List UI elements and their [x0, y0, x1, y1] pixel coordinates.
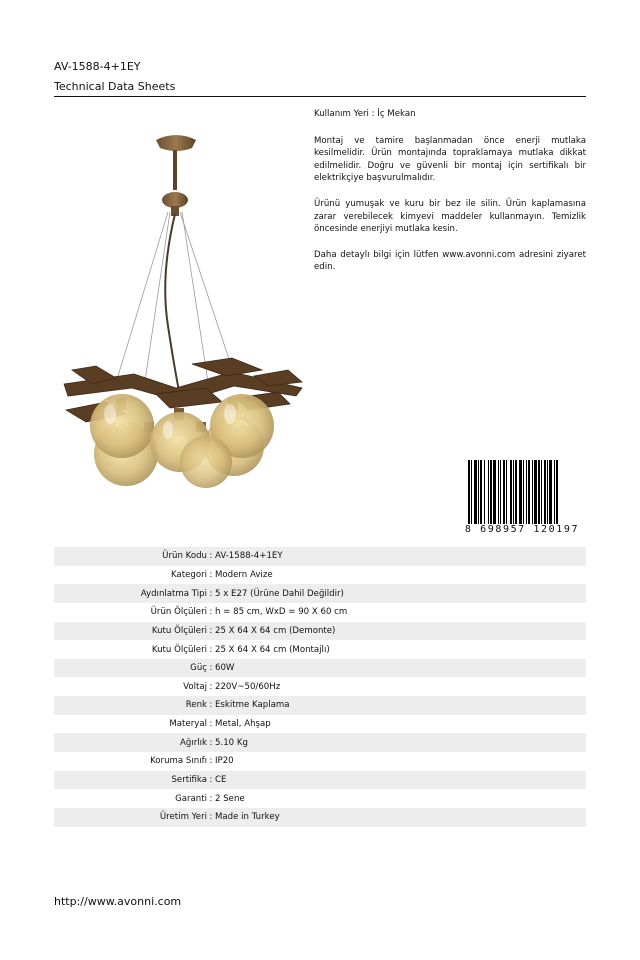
spec-row	[54, 566, 586, 585]
barcode-bar	[549, 460, 552, 524]
spec-separator: :	[209, 551, 213, 562]
barcode-bar	[523, 460, 524, 524]
spec-row	[54, 677, 586, 696]
barcode-bar	[532, 460, 533, 524]
spec-separator: :	[209, 775, 213, 785]
spec-value: 25 X 64 X 64 cm (Demonte)	[215, 625, 336, 636]
spec-row	[54, 789, 586, 808]
spec-label: Ağırlık	[179, 737, 207, 748]
spec-row	[54, 603, 586, 622]
product-code-heading: AV-1588-4+1EY	[54, 60, 141, 73]
barcode-bar	[480, 460, 482, 524]
spec-row	[54, 752, 586, 771]
more-info-paragraph: Daha detaylı bilgi için lütfen www.avonni.com adresini ziyaret edin.	[314, 249, 586, 273]
spec-value: IP20	[215, 756, 234, 767]
spec-separator: :	[209, 569, 213, 580]
spec-separator: :	[209, 793, 213, 804]
website-url[interactable]: http://www.avonni.com	[54, 895, 182, 908]
spec-row	[54, 547, 586, 566]
barcode-bar	[493, 460, 496, 524]
product-image	[56, 126, 312, 498]
spec-separator: :	[209, 607, 213, 618]
barcode-bar	[541, 460, 542, 524]
barcode-bar	[526, 460, 527, 524]
spec-separator: :	[209, 625, 213, 636]
spec-value: 5 x E27 (Ürüne Dahil Değildir)	[215, 588, 344, 599]
spec-row	[54, 715, 586, 734]
spec-label: Kutu Ölçüleri	[151, 644, 207, 655]
cleaning-paragraph: Ürünü yumuşak ve kuru bir bez ile silin. Ürün kaplamasına zarar verebilecek kimyevi maddeler kullanmayın. Temizlik öncesinde enerjiyi mutlaka kesin.	[314, 198, 586, 235]
barcode-bar	[538, 460, 540, 524]
spec-separator: :	[209, 700, 213, 711]
spec-row	[54, 584, 586, 603]
usage-info	[314, 108, 586, 287]
barcode-bar	[556, 460, 558, 524]
spec-separator: :	[209, 812, 213, 823]
barcode-bar	[506, 460, 507, 524]
spec-value: Modern Avize	[215, 569, 273, 580]
barcode-bar	[515, 460, 517, 524]
spec-label: Üretim Yeri	[159, 812, 207, 823]
barcode-bar	[468, 460, 470, 524]
barcode-bar	[471, 460, 472, 524]
spec-value: Eskitme Kaplama	[215, 700, 290, 711]
barcode-bar	[484, 460, 485, 524]
chandelier-illustration	[56, 126, 312, 498]
spec-row	[54, 696, 586, 715]
spec-label: Koruma Sınıfı	[150, 756, 207, 767]
spec-value: h = 85 cm, WxD = 90 X 60 cm	[215, 607, 348, 618]
barcode-bar	[478, 460, 479, 524]
spec-separator: :	[209, 663, 213, 674]
spec-separator: :	[209, 588, 213, 599]
spec-row	[54, 733, 586, 752]
barcode-number: 8 698957 120197	[458, 524, 586, 535]
barcode-bar	[519, 460, 522, 524]
spec-label: Renk	[185, 700, 207, 711]
spec-row	[54, 771, 586, 790]
spec-row	[54, 659, 586, 678]
barcode-bar	[528, 460, 530, 524]
barcode-bar	[534, 460, 537, 524]
spec-label: Sertifika	[171, 775, 207, 785]
spec-label: Ürün Kodu	[162, 551, 207, 562]
spec-row	[54, 640, 586, 659]
spec-label: Materyal	[169, 719, 207, 730]
spec-value: 5.10 Kg	[215, 737, 248, 748]
barcode	[458, 460, 586, 538]
spec-separator: :	[209, 681, 213, 692]
spec-value: AV-1588-4+1EY	[215, 551, 283, 562]
spec-table	[54, 547, 586, 827]
usage-place: Kullanım Yeri : İç Mekan	[314, 109, 416, 119]
spec-value: 60W	[215, 663, 235, 674]
barcode-bar	[498, 460, 499, 524]
header-divider	[54, 96, 586, 97]
spec-value: 220V~50/60Hz	[215, 681, 281, 692]
barcode-bar	[554, 460, 555, 524]
barcode-bar	[513, 460, 514, 524]
spec-value: 2 Sene	[215, 793, 245, 804]
spec-label: Aydınlatma Tipi	[140, 588, 207, 599]
barcode-bar	[547, 460, 548, 524]
spec-label: Garanti	[175, 793, 207, 804]
barcode-bar	[503, 460, 505, 524]
barcode-bar	[500, 460, 501, 524]
spec-label: Kutu Ölçüleri	[151, 625, 207, 636]
barcode-bar	[474, 460, 477, 524]
spec-separator: :	[209, 719, 213, 730]
spec-separator: :	[209, 644, 213, 655]
spec-separator: :	[209, 756, 213, 767]
spec-value: 25 X 64 X 64 cm (Montajlı)	[215, 644, 330, 655]
barcode-bar	[488, 460, 489, 524]
barcode-bar	[490, 460, 492, 524]
barcode-bar	[544, 460, 546, 524]
spec-value: Metal, Ahşap	[215, 719, 271, 730]
spec-label: Kategori	[170, 569, 207, 580]
spec-separator: :	[209, 737, 213, 748]
spec-row	[54, 808, 586, 827]
spec-row	[54, 622, 586, 641]
spec-label: Ürün Ölçüleri	[150, 607, 207, 618]
spec-value: CE	[215, 775, 227, 785]
spec-label: Voltaj	[183, 681, 207, 692]
spec-label: Güç	[190, 663, 207, 674]
datasheet-subtitle: Technical Data Sheets	[54, 80, 176, 93]
spec-value: Made in Turkey	[215, 812, 280, 823]
barcode-bar	[510, 460, 512, 524]
safety-paragraph: Montaj ve tamire başlanmadan önce enerji mutlaka kesilmelidir. Ürün montajında topraklamaya mutlaka dikkat edilmelidir. Doğru ve güvenli bir montaj için sertifikalı bir elektrikçiye başvurulmalıdır.	[314, 135, 586, 184]
